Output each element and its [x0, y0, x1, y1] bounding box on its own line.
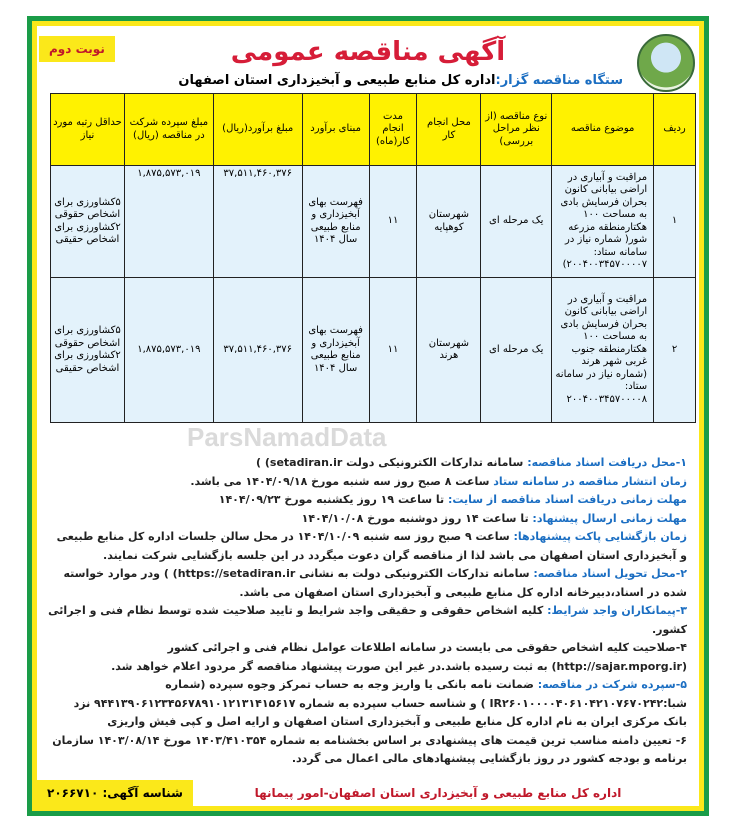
col-header: مدت انجام کار(ماه) — [369, 94, 417, 166]
cell: یک مرحله ای — [481, 278, 552, 423]
col-header: مبلغ سپرده شرکت در مناقصه (ریال) — [124, 94, 213, 166]
cell: ۱ — [654, 166, 696, 278]
item-label: ۲-محل تحویل اسناد مناقصه: — [533, 567, 687, 580]
item-label: زمان انتشار مناقصه در سامانه ستاد — [493, 474, 687, 488]
watermark: ParsNamadData — [187, 422, 387, 452]
signature: اداره کل منابع طبیعی و آبخیزداری استان اصفهان-امور پیمانها — [254, 786, 622, 800]
condition-item — [47, 473, 687, 492]
item-text: سامانه تدارکات الکترونیکی دولت setadiran.ir) ) — [256, 456, 528, 469]
cell: ۵کشاورزی برای اشخاص حقوقی ۲کشاورزی برای اشخاص حقیقی — [51, 166, 125, 278]
organizer-label: ستگاه مناقصه گزار: — [495, 73, 623, 88]
cell: ۵کشاورزی برای اشخاص حقوقی ۲کشاورزی برای اشخاص حقیقی — [51, 278, 125, 423]
item-text: سامانه تدارکات الکترونیکی دولت به نشانی https://setadiran.ir) ) ودر موارد خواسته شده در اسناد،دبیرخانه اداره کل منابع طبیعی و آبخیزداری استان اصفهان می باشد. — [63, 567, 687, 599]
condition-item — [47, 732, 687, 769]
item-text: ساعت ۹ صبح روز سه شنبه ۱۴۰۴/۱۰/۰۹ در محل سالن جلسات اداره کل منابع طبیعی و آبخیزداری استان اصفهان می باشد لذا از مناقصه گران دعوت میگردد در این جلسه بازگشایی شرکت نمایند. — [56, 530, 687, 562]
item-text: کلیه اشخاص حقوقی و حقیقی واجد شرایط و تایید صلاحیت شده توسط نظام فنی و اجرائی کشور. — [48, 604, 687, 636]
item-label: زمان بازگشایی پاکت پیشنهادها: — [513, 530, 687, 543]
ad-id: شناسه آگهی: ۲۰۶۶۷۱۰ — [37, 780, 193, 806]
item-label: مهلت زمانی دریافت اسناد مناقصه از سایت: — [447, 493, 687, 506]
cell: فهرست بهای آبخیزداری و منابع طبیعی سال ۱۴۰۴ — [302, 166, 369, 278]
condition-item — [47, 676, 687, 732]
item-label: مهلت زمانی ارسال پیشنهاد: — [532, 511, 687, 525]
item-text: تا ساعت ۱۴ روز دوشنبه مورخ ۱۴۰۴/۱۰/۰۸ — [301, 511, 533, 525]
item-label: ۳-پیمانکاران واجد شرایط: — [547, 604, 687, 617]
condition-item — [47, 602, 687, 639]
cell: مراقبت و آبیاری در اراضی بیابانی کانون بحران فرسایش بادی به مساحت ۱۰۰ هکتارمنطقه مزرعه شور( شماره نیاز در سامانه ستاد: ۲۰۰۴۰۰۳۴۵۷۰۰۰۰۷) — [552, 166, 654, 278]
organizer-name: اداره کل منابع طبیعی و آبخیزداری استان اصفهان — [178, 73, 496, 88]
round-badge: نوبت دوم — [39, 36, 115, 62]
item-text: ۶- تعیین دامنه مناسب ترین قیمت های پیشنهادی بر اساس بخشنامه به شماره ۱۴۰۳/۴۱۰۳۵۴ مورخ ۱۴۰۳/۰۸/۱۴ سازمان برنامه و بودجه کشور در روز بازگشایی پیشنهادهای مالی اعمال می گردد. — [52, 733, 687, 765]
table-row — [51, 166, 696, 278]
condition-item — [47, 510, 687, 529]
ad-frame — [27, 16, 709, 816]
col-header: محل انجام کار — [417, 94, 481, 166]
ad-title: آگهی مناقصه عمومی — [230, 37, 506, 67]
col-header: ردیف — [654, 94, 696, 166]
condition-item — [47, 491, 687, 510]
condition-item — [47, 454, 687, 473]
cell: ۱,۸۷۵,۵۷۳,۰۱۹ — [124, 166, 213, 278]
organizer-line — [178, 72, 623, 90]
col-header: موضوع مناقصه — [552, 94, 654, 166]
table-header-row — [51, 94, 696, 166]
cell: ۱۱ — [369, 278, 417, 423]
item-text: ۴-صلاحیت کلیه اشخاص حقوقی می بایست در سامانه اطلاعات عوامل نظام فنی و اجرائی کشور (http://sajar.mporg.ir) به ثبت رسیده باشد.در غیر این صورت پیشنهاد مناقصه گر مردود اعلام خواهد شد. — [111, 641, 687, 673]
cell: ۳۷,۵۱۱,۴۶۰,۳۷۶ — [213, 278, 302, 423]
item-label: ۱-محل دریافت اسناد مناقصه: — [527, 456, 687, 469]
cell: شهرستان هرند — [417, 278, 481, 423]
col-header: حداقل رتبه مورد نیاز — [51, 94, 125, 166]
cell: ۲ — [654, 278, 696, 423]
conditions-text — [47, 454, 687, 769]
item-text: ساعت ۸ صبح روز سه شنبه مورخ ۱۴۰۴/۰۹/۱۸ می باشد. — [190, 474, 494, 488]
tender-table — [50, 93, 696, 423]
cell: مراقبت و آبیاری در اراضی بیابانی کانون بحران فرسایش بادی به مساحت ۱۰۰ هکتارمنطقه جنوب غربی شهر هرند (شماره نیاز در سامانه ستاد: ۲۰۰۴۰۰۳۴۵۷۰۰۰۰۸ — [552, 278, 654, 423]
col-header: نوع مناقصه (از نظر مراحل بررسی) — [481, 94, 552, 166]
condition-item — [47, 639, 687, 676]
item-label: ۵-سپرده شرکت در مناقصه: — [537, 678, 687, 691]
cell: یک مرحله ای — [481, 166, 552, 278]
ad-content — [37, 26, 699, 806]
condition-item — [47, 565, 687, 602]
cell: ۳۷,۵۱۱,۴۶۰,۳۷۶ — [213, 166, 302, 278]
item-text: ضمانت نامه بانکی یا واریز وجه به حساب تمرکز وجوه سپرده (شماره شبا:IR۲۶۰۱۰۰۰۰۴۰۶۱۰۴۲۱۰۷۶۷۰۲۴۲ ) و شناسه حساب سپرده به شماره ۹۴۴۱۳۹۰۶۱۲۳۴۵۶۷۸۹۱۰۱۲۱۳۱۴۱۵۶۱۷ نزد بانک مرکزی ایران به نام اداره کل منابع طبیعی و آبخیزداری استان اصفهان و ارایه اصل و کپی فیش واریزی — [73, 678, 687, 728]
item-text: تا ساعت ۱۹ روز یکشنبه مورخ ۱۴۰۴/۰۹/۲۳ — [218, 493, 448, 506]
cell: ۱,۸۷۵,۵۷۳,۰۱۹ — [124, 278, 213, 423]
col-header: مبنای برآورد — [302, 94, 369, 166]
cell: شهرستان کوهپایه — [417, 166, 481, 278]
condition-item — [47, 528, 687, 565]
table-row — [51, 278, 696, 423]
cell: ۱۱ — [369, 166, 417, 278]
col-header: مبلغ برآورد(ریال) — [213, 94, 302, 166]
cell: فهرست بهای آبخیزداری و منابع طبیعی سال ۱۴۰۴ — [302, 278, 369, 423]
